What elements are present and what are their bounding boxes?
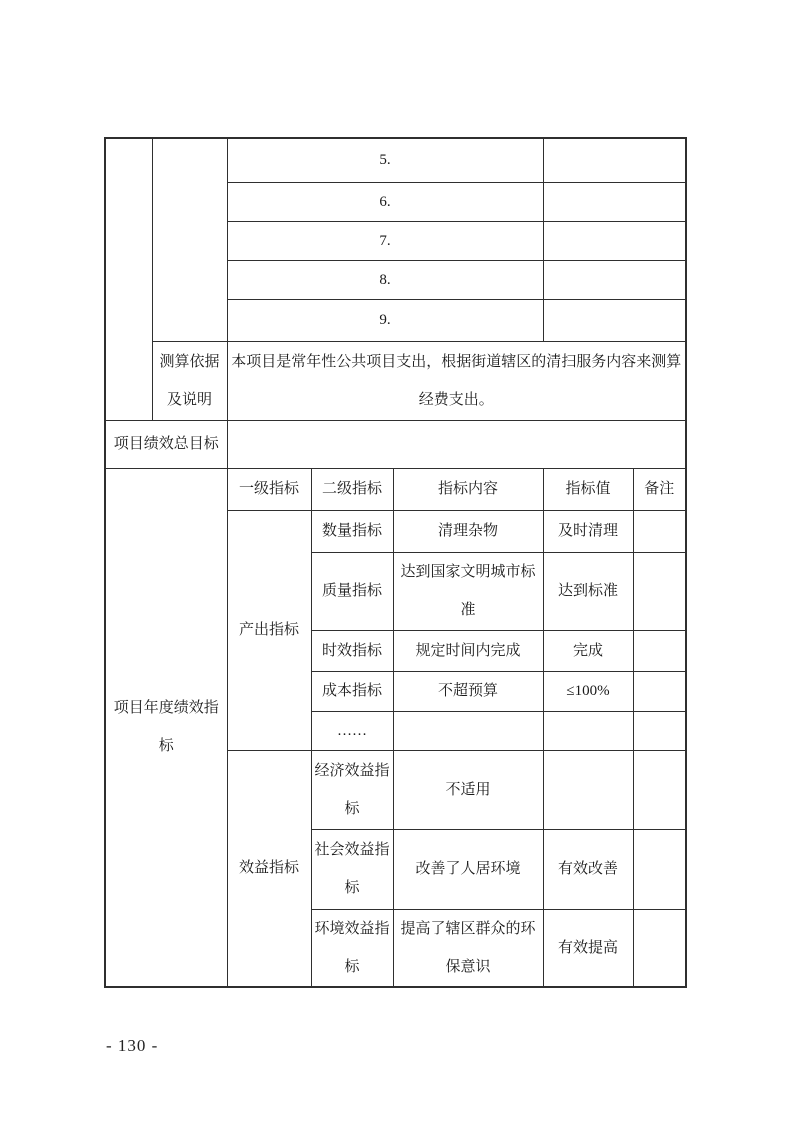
cell-social-note	[633, 829, 686, 909]
cell-item-6: 6.	[227, 182, 543, 221]
cell-environment-note	[633, 909, 686, 987]
cell-economic-note	[633, 750, 686, 829]
column-header-level1: 一级指标	[227, 468, 311, 510]
cell-timeliness-content: 规定时间内完成	[393, 630, 543, 671]
cell-quantity-indicator: 数量指标	[311, 510, 393, 552]
cell-quality-content: 达到国家文明城市标准	[393, 552, 543, 630]
cell-level1-output: 产出指标	[227, 510, 311, 750]
cell-annual-indicators-label: 项目年度绩效指标	[105, 468, 227, 987]
cell-item-7: 7.	[227, 221, 543, 260]
page-number: - 130 -	[106, 1036, 159, 1055]
cell-label-spacer	[152, 138, 227, 341]
cell-cost-content: 不超预算	[393, 671, 543, 711]
cell-timeliness-note	[633, 630, 686, 671]
cell-quantity-value: 及时清理	[543, 510, 633, 552]
cell-ellipsis-note	[633, 711, 686, 750]
cell-quantity-content: 清理杂物	[393, 510, 543, 552]
cell-quality-note	[633, 552, 686, 630]
cell-item-9-value	[543, 299, 686, 341]
table-row	[105, 468, 686, 510]
cell-ellipsis-content	[393, 711, 543, 750]
cell-timeliness-indicator: 时效指标	[311, 630, 393, 671]
cell-item-8-value	[543, 260, 686, 299]
performance-budget-table	[104, 137, 687, 988]
column-header-note: 备注	[633, 468, 686, 510]
cell-quantity-note	[633, 510, 686, 552]
table-row	[105, 341, 686, 420]
cell-quality-value: 达到标准	[543, 552, 633, 630]
cell-item-8: 8.	[227, 260, 543, 299]
table-row	[105, 138, 686, 182]
cell-overall-goal-label: 项目绩效总目标	[105, 420, 227, 468]
cell-social-value: 有效改善	[543, 829, 633, 909]
cell-economic-value	[543, 750, 633, 829]
cell-cost-indicator: 成本指标	[311, 671, 393, 711]
cell-timeliness-value: 完成	[543, 630, 633, 671]
cell-left-spacer	[105, 138, 152, 420]
cell-level1-benefit: 效益指标	[227, 750, 311, 987]
cell-cost-value: ≤100%	[543, 671, 633, 711]
cell-item-5-value	[543, 138, 686, 182]
cell-item-6-value	[543, 182, 686, 221]
column-header-content: 指标内容	[393, 468, 543, 510]
cell-item-7-value	[543, 221, 686, 260]
cell-calc-basis-content: 本项目是常年性公共项目支出，根据街道辖区的清扫服务内容来测算经费支出。	[227, 341, 686, 420]
cell-item-5: 5.	[227, 138, 543, 182]
table-row	[105, 420, 686, 468]
cell-calc-basis-label: 测算依据及说明	[152, 341, 227, 420]
column-header-level2: 二级指标	[311, 468, 393, 510]
cell-social-content: 改善了人居环境	[393, 829, 543, 909]
cell-social-indicator: 社会效益指标	[311, 829, 393, 909]
column-header-value: 指标值	[543, 468, 633, 510]
cell-cost-note	[633, 671, 686, 711]
cell-environment-content: 提高了辖区群众的环保意识	[393, 909, 543, 987]
cell-economic-indicator: 经济效益指标	[311, 750, 393, 829]
cell-overall-goal-content	[227, 420, 686, 468]
cell-economic-content: 不适用	[393, 750, 543, 829]
cell-ellipsis-indicator: ……	[311, 711, 393, 750]
cell-environment-indicator: 环境效益指标	[311, 909, 393, 987]
cell-environment-value: 有效提高	[543, 909, 633, 987]
cell-quality-indicator: 质量指标	[311, 552, 393, 630]
cell-ellipsis-value	[543, 711, 633, 750]
cell-item-9: 9.	[227, 299, 543, 341]
